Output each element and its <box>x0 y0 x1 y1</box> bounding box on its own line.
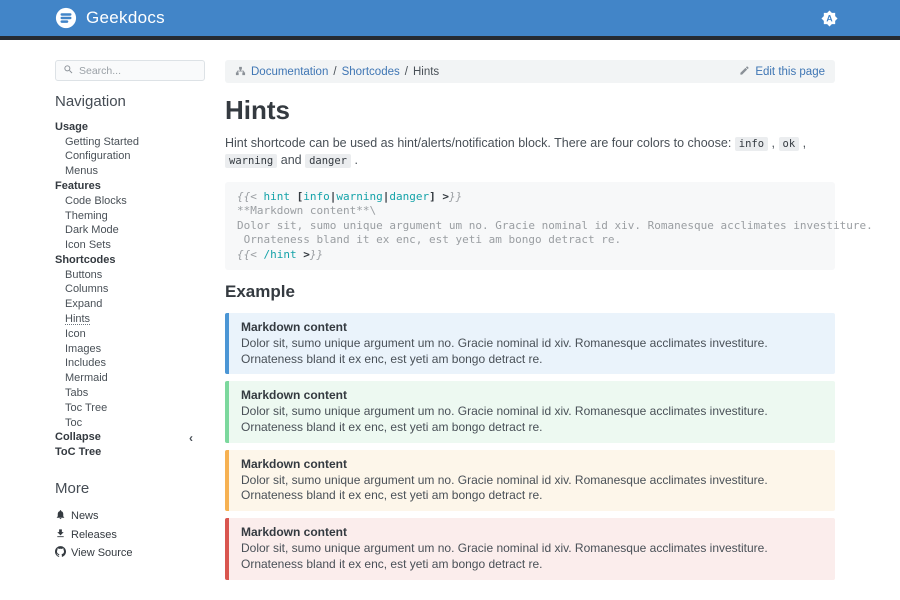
search-box[interactable] <box>55 60 205 81</box>
breadcrumb-separator: / <box>333 65 337 78</box>
code-line: Ornateness bland it ex enc, est yeti am bongo detract re. <box>237 233 622 247</box>
breadcrumb-bar <box>225 60 835 83</box>
inline-code-info: info <box>735 137 768 151</box>
inline-code-warning: warning <box>225 154 277 168</box>
intro-paragraph: Hint shortcode can be used as hint/alerts/notification block. There are four colors to choose: info , ok , warning and danger . <box>225 136 807 167</box>
more-link-label: Releases <box>71 528 117 541</box>
code-block <box>225 182 873 270</box>
sidebar-item-label: Icon <box>65 327 86 340</box>
sidebar-item-collapse[interactable] <box>55 430 205 445</box>
sidebar-item-label: Toc Tree <box>65 401 108 414</box>
sidebar-item-buttons[interactable] <box>55 268 205 283</box>
sidebar <box>55 60 205 587</box>
sidebar-item-columns[interactable] <box>55 283 205 298</box>
download-icon <box>55 528 66 542</box>
sidebar-item-label: Getting Started <box>65 135 139 148</box>
hint-box-danger <box>225 518 835 579</box>
sidebar-item-code-blocks[interactable] <box>55 194 205 209</box>
breadcrumb <box>235 66 439 78</box>
more-list <box>55 507 205 562</box>
hint-title: Markdown content <box>241 320 348 335</box>
sidebar-item-label: ToC Tree <box>55 446 102 459</box>
brand-link[interactable] <box>55 7 165 29</box>
sidebar-item-label: Toc <box>65 416 83 429</box>
sidebar-item-label: Hints <box>65 313 91 326</box>
sidebar-item-label: Code Blocks <box>65 194 127 207</box>
sidebar-item-icon[interactable] <box>55 327 205 342</box>
sidebar-item-mermaid[interactable] <box>55 371 205 386</box>
code-line: Dolor sit, sumo unique argument um no. Gracie nominal id xiv. Romanesque acclimates investiture. <box>237 218 873 232</box>
breadcrumb-item-documentation[interactable]: Documentation <box>251 65 329 78</box>
sidebar-item-label: Shortcodes <box>55 253 116 266</box>
sidebar-item-configuration[interactable] <box>55 150 205 165</box>
sidebar-item-label: Expand <box>65 298 103 311</box>
edit-label: Edit this page <box>755 65 825 78</box>
sidebar-item-usage[interactable] <box>55 120 205 135</box>
sidebar-item-label: Dark Mode <box>65 224 119 237</box>
sidebar-item-theming[interactable] <box>55 209 205 224</box>
sidebar-item-label: Icon Sets <box>65 239 111 252</box>
brightness-auto-icon <box>821 10 838 27</box>
code-line: **Markdown content**\ <box>237 204 377 218</box>
breadcrumb-item-hints: Hints <box>412 65 440 78</box>
sidebar-item-label: Includes <box>65 357 106 370</box>
more-link-releases[interactable] <box>55 525 205 543</box>
sidebar-item-shortcodes[interactable] <box>55 253 205 268</box>
code-line: {{< hint [info|warning|danger] >}} <box>237 190 463 203</box>
navigation-heading: Navigation <box>55 93 126 110</box>
hint-title: Markdown content <box>241 456 348 471</box>
sidebar-item-includes[interactable] <box>55 357 205 372</box>
brand-title: Geekdocs <box>86 8 165 27</box>
sidebar-item-expand[interactable] <box>55 297 205 312</box>
hint-body: Dolor sit, sumo unique argument um no. Gracie nominal id xiv. Romanesque acclimates investiture. Ornateness bland it ex enc, est yeti am bongo detract re. <box>241 541 768 571</box>
page-body <box>0 40 900 587</box>
hint-body: Dolor sit, sumo unique argument um no. Gracie nominal id xiv. Romanesque acclimates investiture. Ornateness bland it ex enc, est yeti am bongo detract re. <box>241 472 768 503</box>
more-link-news[interactable] <box>55 507 205 525</box>
bell-icon <box>55 509 66 523</box>
chevron-left-icon[interactable]: ‹ <box>189 430 193 445</box>
hint-body: Dolor sit, sumo unique argument um no. Gracie nominal id xiv. Romanesque acclimates investiture. Ornateness bland it ex enc, est yeti am bongo detract re. <box>241 404 768 435</box>
sidebar-item-label: Tabs <box>65 386 89 399</box>
sidebar-item-label: Configuration <box>65 150 131 163</box>
sidebar-item-getting-started[interactable] <box>55 135 205 150</box>
app-header <box>0 0 900 40</box>
code-line: {{< /hint >}} <box>237 247 324 261</box>
github-icon <box>55 546 66 560</box>
page-title: Hints <box>225 95 290 125</box>
sidebar-item-tabs[interactable] <box>55 386 205 401</box>
sidebar-item-features[interactable] <box>55 179 205 194</box>
edit-icon <box>739 65 750 79</box>
hint-box-info <box>225 313 835 374</box>
search-icon <box>63 62 74 80</box>
sidebar-item-label: Usage <box>55 120 89 133</box>
geekdocs-logo-icon <box>55 7 77 29</box>
main-content <box>225 60 873 587</box>
sidebar-item-label: Buttons <box>65 268 103 281</box>
sidebar-item-icon-sets[interactable] <box>55 238 205 253</box>
hint-box-ok <box>225 381 835 442</box>
nav-list <box>55 120 205 460</box>
sidebar-item-toc-tree[interactable] <box>55 401 205 416</box>
sitemap-icon <box>235 66 246 77</box>
hint-title: Markdown content <box>241 525 348 540</box>
sidebar-item-label: Columns <box>65 283 109 296</box>
breadcrumb-separator: / <box>404 65 408 78</box>
sidebar-item-toc[interactable] <box>55 416 205 431</box>
sidebar-item-label: Theming <box>65 209 108 222</box>
sidebar-item-label: Mermaid <box>65 372 108 385</box>
hint-body: Dolor sit, sumo unique argument um no. Gracie nominal id xiv. Romanesque acclimates investiture. Ornateness bland it ex enc, est yeti am bongo detract re. <box>241 335 768 366</box>
hint-examples <box>225 313 835 580</box>
more-link-view-source[interactable] <box>55 544 205 562</box>
sidebar-item-label: Images <box>65 342 102 355</box>
sidebar-item-dark-mode[interactable] <box>55 223 205 238</box>
breadcrumb-item-shortcodes[interactable]: Shortcodes <box>341 65 400 78</box>
sidebar-item-menus[interactable] <box>55 164 205 179</box>
sidebar-item-images[interactable] <box>55 342 205 357</box>
hint-box-warning <box>225 450 835 511</box>
search-input[interactable] <box>79 65 197 77</box>
hint-title: Markdown content <box>241 388 348 403</box>
sidebar-item-toc-tree[interactable] <box>55 445 205 460</box>
sidebar-item-label: Features <box>55 180 101 193</box>
more-link-label: News <box>71 510 99 523</box>
sidebar-item-hints[interactable] <box>55 312 205 327</box>
edit-this-page-link[interactable] <box>739 65 825 79</box>
example-heading: Example <box>225 282 295 302</box>
sidebar-item-label: Menus <box>65 165 99 178</box>
sidebar-item-label: Collapse <box>55 431 101 444</box>
more-heading: More <box>55 479 90 497</box>
inline-code-danger: danger <box>305 154 351 168</box>
more-link-label: View Source <box>71 546 133 559</box>
theme-toggle-button[interactable] <box>821 10 838 27</box>
inline-code-ok: ok <box>779 137 800 151</box>
